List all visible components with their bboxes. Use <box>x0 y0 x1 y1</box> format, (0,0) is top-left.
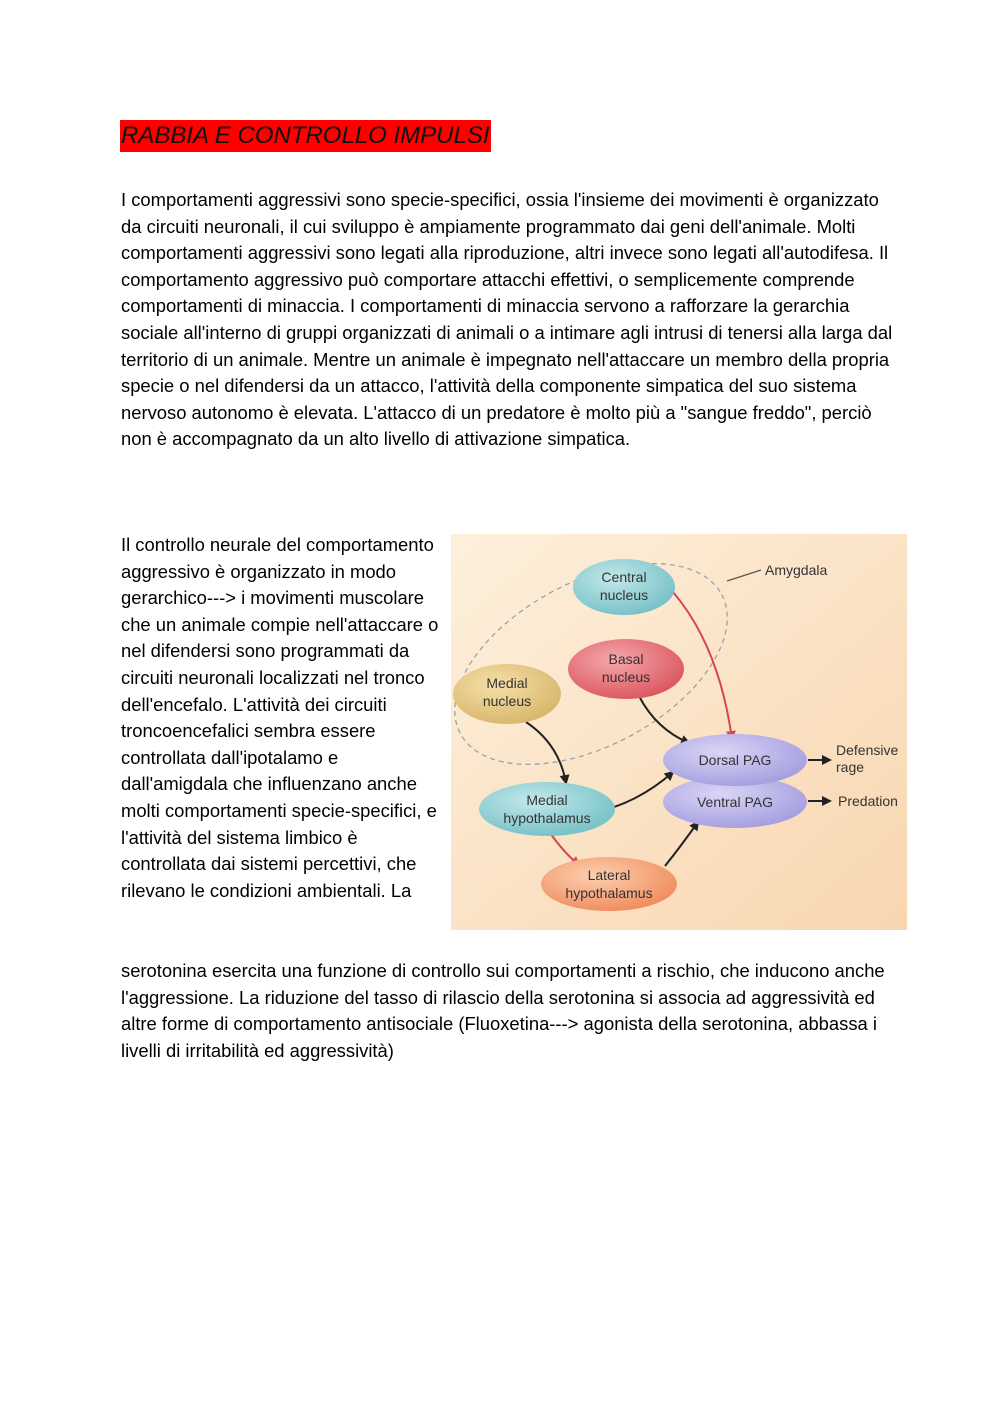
defensive-rage-label-1: Defensive <box>836 742 899 758</box>
neural-control-paragraph: Il controllo neurale del comportamento aggressivo è organizzato in modo gerarchico---> i movimenti muscolare che un animale compie nell'attaccare o nel difendersi sono programmati da circuiti neuronali localizzati nel tronco dell'encefalo. L'attività dei circuiti troncoencefalici sembra essere controllata dall'ipotalamo e dall'amigdala che influenzano anche molti comportamenti specie-specifici, e l'attività del sistema limbico è controllata dai sistemi percettivi, che rilevano le condizioni ambientali. La <box>121 534 439 901</box>
medial-nucleus-label-1: Medial <box>486 675 528 691</box>
medial-hypothalamus-node <box>479 782 615 836</box>
defensive-rage-label-2: rage <box>836 759 865 775</box>
lateral-hypothalamus-label-1: Lateral <box>587 867 631 883</box>
amygdala-label: Amygdala <box>765 562 828 578</box>
aggression-circuit-diagram <box>451 534 907 930</box>
page-title: RABBIA E CONTROLLO IMPULSI <box>120 120 491 152</box>
lateral-hypothalamus-label-2: hypothalamus <box>565 885 653 901</box>
diagram-background <box>451 534 907 930</box>
central-nucleus-label-2: nucleus <box>599 587 649 603</box>
medial-hypothalamus-label-1: Medial <box>526 792 568 808</box>
basal-nucleus-label-1: Basal <box>608 651 644 667</box>
medial-nucleus-label-2: nucleus <box>482 693 532 709</box>
ventral-pag-label: Ventral PAG <box>696 794 774 810</box>
serotonin-paragraph: serotonina esercita una funzione di controllo sui comportamenti a rischio, che inducono anche l'aggressione. La riduzione del tasso di rilascio della serotonina si associa ad aggressività ed altre forme di comportamento antisociale (Fluoxetina---> agonista della serotonina, abbassa i livelli di irritabilità ed aggressività) <box>121 960 885 1061</box>
central-nucleus-label-1: Central <box>601 569 647 585</box>
basal-nucleus-label-2: nucleus <box>601 669 651 685</box>
predation-label: Predation <box>838 793 898 809</box>
intro-paragraph: I comportamenti aggressivi sono specie-specifici, ossia l'insieme dei movimenti è organizzato da circuiti neuronali, il cui sviluppo è ampiamente programmato dai geni dell'animale. Molti comportamenti aggressivi sono legati alla riproduzione, altri invece sono legati all'autodifesa. Il comportamento aggressivo può comportare attacchi effettivi, o semplicemente comprende comportamenti di minaccia. I comportamenti di minaccia servono a rafforzare la gerarchia sociale all'interno di gruppi organizzati di animali o a intimare agli intrusi di tenersi alla larga dal territorio di un animale. Mentre un animale è impegnato nell'attaccare un membro della propria specie o nel difendersi da un attacco, l'attività della componente simpatica del suo sistema nervoso autonomo è elevata. L'attacco di un predatore è molto più a "sangue freddo", perciò non è accompagnato da un alto livello di attivazione simpatica. <box>121 189 893 450</box>
dorsal-pag-label: Dorsal PAG <box>698 752 772 768</box>
medial-hypothalamus-label-2: hypothalamus <box>503 810 591 826</box>
lateral-hypothalamus-node <box>541 857 677 911</box>
